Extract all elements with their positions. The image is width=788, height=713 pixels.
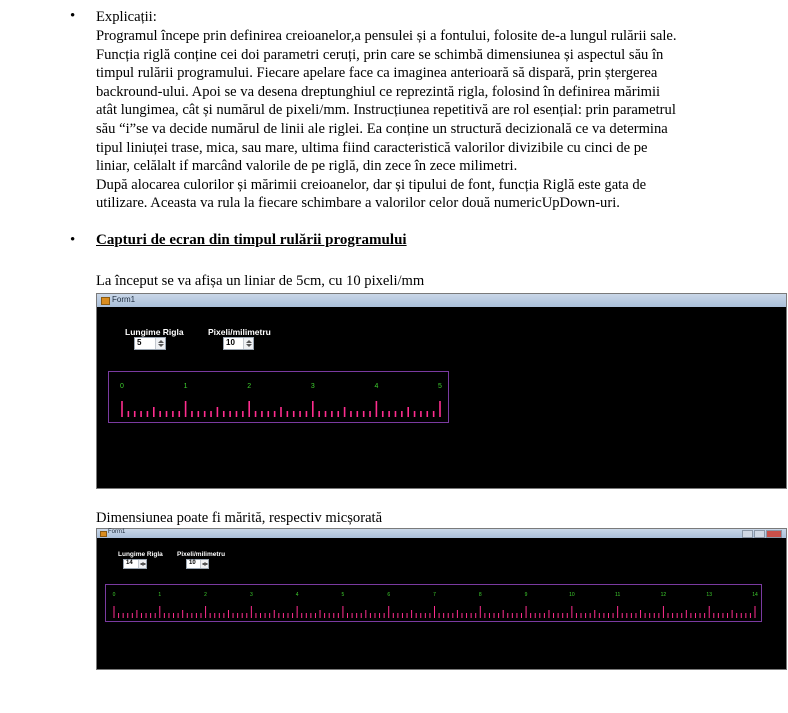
length-numeric-updown[interactable] [123, 559, 147, 569]
ruler-tick-label: 0 [112, 592, 116, 598]
ruler-tick-label: 0 [120, 383, 124, 390]
ruler-2 [106, 585, 761, 621]
pixels-value: 10 [189, 560, 196, 566]
explicatii-line-8: liniar, celălalt if marcând valorile de pe riglă, din zece în zece milimetri. [96, 158, 518, 175]
caption-resize: Dimensiunea poate fi mărită, respectiv micșorată [96, 510, 383, 526]
length-numeric-updown[interactable] [134, 337, 166, 350]
explicatii-line-3: timpul rulării programului. Fiecare apelare face ca imaginea anterioară să dispară, prin ștergerea [96, 65, 658, 82]
explicatii-title: Explicații: [96, 9, 157, 25]
ruler-tick-label: 4 [374, 383, 379, 390]
form-window-2 [96, 528, 787, 670]
form-icon [100, 531, 107, 537]
ruler-tick-label: 5 [341, 592, 345, 598]
length-spinner-arrows[interactable] [155, 338, 165, 349]
ruler-rectangle [108, 371, 449, 423]
explicatii-line-9: După alocarea culorilor și mărimii creioanelor, dar și tipului de font, funcția Riglă este gata de [96, 176, 647, 193]
explicatii-line-1: Programul începe prin definirea creioanelor,a pensulei și a fontului, folosite de-a lungul rulării sale. [96, 28, 677, 44]
minimize-button[interactable] [742, 530, 753, 538]
ruler-tick-label: 6 [387, 592, 391, 598]
pixels-spinner-arrows[interactable] [243, 338, 253, 349]
ruler-tick-label: 3 [249, 592, 253, 598]
ruler-tick-label: 4 [295, 592, 299, 598]
maximize-button[interactable] [754, 530, 765, 538]
ruler-tick-label: 13 [706, 592, 712, 598]
ruler-rectangle [105, 584, 762, 622]
window-titlebar [97, 529, 786, 538]
close-button[interactable] [766, 530, 782, 538]
explicatii-line-6: său “i”se va decide numărul de linii ale riglei. Ea conține un structură decizională ce va determina [96, 121, 668, 137]
window-titlebar [97, 294, 786, 307]
ruler-tick-label: 2 [204, 592, 207, 598]
ruler-tick-label: 8 [478, 592, 482, 598]
explicatii-line-7: tipul liniuței trase, mica, sau mare, ultima fiind caracteristică valorilor divizibile cu cinci de pe [96, 139, 648, 156]
ruler-tick-label: 10 [569, 592, 575, 598]
label-pixeli-milimetru: Pixeli/milimetru [177, 551, 226, 558]
length-value: 14 [126, 560, 133, 566]
pixels-value: 10 [226, 338, 235, 347]
label-lungime-rigla: Lungime Rigla [118, 551, 163, 558]
window-controls [742, 530, 782, 537]
length-value: 5 [137, 338, 142, 347]
pixels-numeric-updown[interactable] [223, 337, 254, 350]
window-title: Form1 [112, 295, 136, 304]
form-window-1 [96, 293, 787, 489]
explicatii-line-10: utilizare. Aceasta va rula la fiecare schimbare a valorilor celor două numericUpDown-uri. [96, 195, 620, 212]
explicatii-line-2: Funcția riglă conține cei doi parametri ceruți, prin care se schimbă dimensiunea și aspectul său în [96, 46, 664, 63]
ruler-tick-label: 5 [438, 383, 442, 390]
ruler-tick-label: 7 [433, 592, 436, 598]
window-title: Form1 [108, 529, 126, 535]
caption-initial: La început se va afișa un liniar de 5cm, cu 10 pixeli/mm [96, 273, 425, 289]
label-lungime-rigla: Lungime Rigla [125, 327, 184, 337]
ruler-tick-label: 9 [524, 592, 528, 598]
explicatii-line-4: backround-ului. Apoi se va desena dreptunghiul ce reprezintă rigla, folosind în definirea mărimii [96, 83, 661, 100]
ruler-tick-label: 14 [752, 592, 758, 598]
capturi-heading: Capturi de ecran din timpul rulării programului [96, 232, 407, 248]
explicatii-line-5: atât lungimea, cât și numărul de pixeli/mm. Instrucțiunea repetitivă are rol esențial: prin parametrul [96, 102, 676, 119]
ruler-tick-label: 12 [660, 592, 667, 598]
form-icon [101, 297, 110, 305]
ruler-tick-label: 2 [247, 383, 252, 390]
bullet-explicatii: • [70, 8, 76, 24]
pixels-spinner-arrows[interactable] [200, 560, 208, 568]
ruler-tick-label: 3 [310, 383, 315, 390]
ruler-tick-label: 1 [183, 383, 188, 390]
ruler-1 [109, 372, 448, 422]
bullet-capturi: • [70, 232, 76, 248]
label-pixeli-milimetru: Pixeli/milimetru [208, 327, 271, 337]
length-spinner-arrows[interactable] [138, 560, 146, 568]
ruler-tick-label: 11 [615, 592, 621, 598]
ruler-tick-label: 1 [158, 592, 162, 598]
pixels-numeric-updown[interactable] [186, 559, 209, 569]
